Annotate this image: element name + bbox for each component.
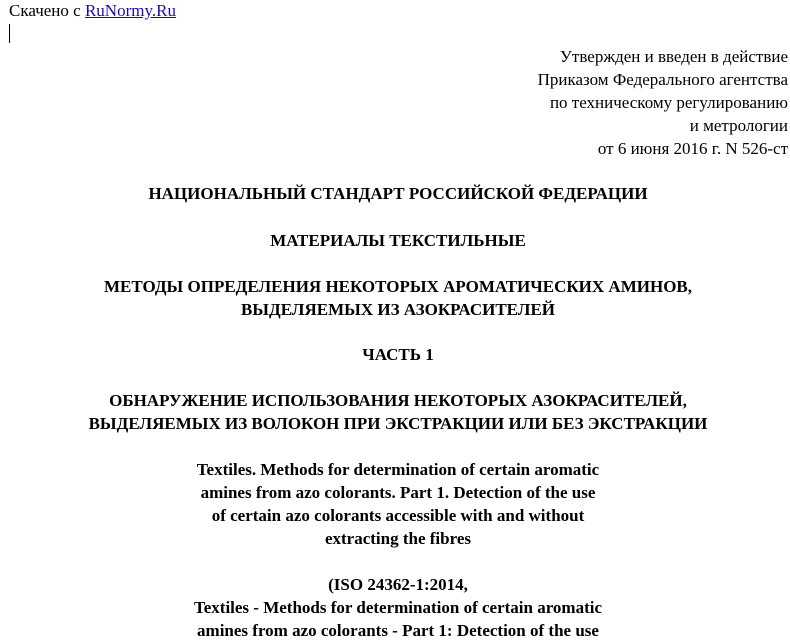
download-notice xyxy=(9,1,176,21)
methods-title-line: МЕТОДЫ ОПРЕДЕЛЕНИЯ НЕКОТОРЫХ АРОМАТИЧЕСКИХ АМИНОВ, xyxy=(103,277,693,296)
methods-title xyxy=(0,275,790,321)
iso-reference xyxy=(0,573,790,641)
materials-title xyxy=(0,229,790,252)
detection-title-line: ОБНАРУЖЕНИЕ ИСПОЛЬЗОВАНИЯ НЕКОТОРЫХ АЗОКРАСИТЕЛЕЙ, xyxy=(109,391,687,410)
english-title xyxy=(0,458,790,550)
approval-line: Утвержден и введен в действие xyxy=(559,47,788,66)
part-title xyxy=(0,343,790,366)
methods-title-line: ВЫДЕЛЯЕМЫХ ИЗ АЗОКРАСИТЕЛЕЙ xyxy=(240,300,556,319)
materials-title-text: МАТЕРИАЛЫ ТЕКСТИЛЬНЫЕ xyxy=(270,231,526,250)
iso-reference-line: amines from azo colorants - Part 1: Detection of the use xyxy=(197,621,599,640)
english-title-line: extracting the fibres xyxy=(324,529,472,548)
standard-title-text: НАЦИОНАЛЬНЫЙ СТАНДАРТ РОССИЙСКОЙ ФЕДЕРАЦИИ xyxy=(148,184,648,203)
english-title-line: amines from azo colorants. Part 1. Detection of the use xyxy=(200,483,596,502)
detection-title xyxy=(0,389,790,435)
iso-reference-line: Textiles - Methods for determination of certain aromatic xyxy=(193,598,603,617)
part-title-text: ЧАСТЬ 1 xyxy=(362,345,434,364)
approval-line: от 6 июня 2016 г. N 526-ст xyxy=(597,139,788,158)
approval-line: и метрологии xyxy=(689,116,788,135)
approval-block xyxy=(538,45,788,160)
english-title-line: Textiles. Methods for determination of certain aromatic xyxy=(196,460,600,479)
standard-title xyxy=(0,182,790,205)
download-notice-prefix: Скачено с xyxy=(9,1,85,20)
iso-reference-line: (ISO 24362-1:2014, xyxy=(328,575,468,594)
approval-line: Приказом Федерального агентства xyxy=(537,70,788,89)
runormy-link[interactable]: RuNormy.Ru xyxy=(84,1,176,20)
approval-line: по техническому регулированию xyxy=(549,93,788,112)
english-title-line: of certain azo colorants accessible with and without xyxy=(211,506,585,525)
detection-title-line: ВЫДЕЛЯЕМЫХ ИЗ ВОЛОКОН ПРИ ЭКСТРАКЦИИ ИЛИ БЕЗ ЭКСТРАКЦИИ xyxy=(88,414,708,433)
text-cursor xyxy=(9,24,10,43)
